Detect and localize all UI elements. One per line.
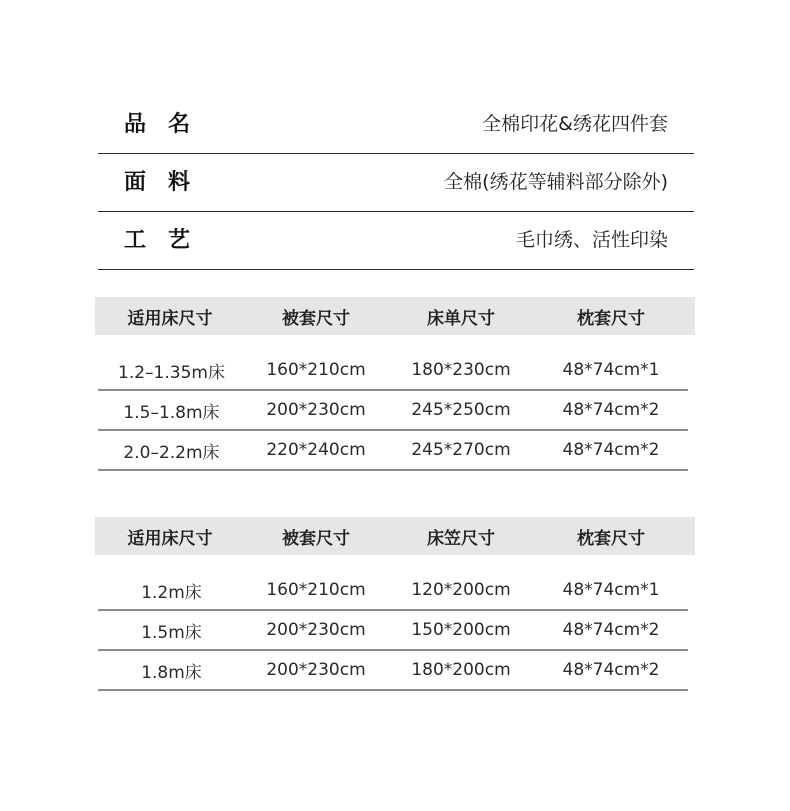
cell-sheet-size: 245*250cm bbox=[411, 400, 511, 420]
header-sheet-size: 床单尺寸 bbox=[427, 308, 495, 329]
header-pillowcase-size: 枕套尺寸 bbox=[577, 308, 645, 329]
cell-bed-size: 2.0–2.2m床 bbox=[123, 442, 220, 463]
table-header-row bbox=[95, 297, 695, 335]
cell-bed-size: 1.5m床 bbox=[141, 622, 202, 643]
info-label-name: 品名 bbox=[124, 112, 213, 137]
cell-bed-size: 1.5–1.8m床 bbox=[123, 402, 220, 423]
header-pillowcase-size: 枕套尺寸 bbox=[577, 528, 645, 549]
cell-pillowcase-size: 48*74cm*2 bbox=[562, 620, 660, 640]
cell-duvet-size: 160*210cm bbox=[266, 360, 366, 380]
cell-bed-size: 1.2m床 bbox=[141, 582, 202, 603]
header-fitted-sheet-size: 床笠尺寸 bbox=[427, 528, 495, 549]
cell-duvet-size: 200*230cm bbox=[266, 660, 366, 680]
header-duvet-size: 被套尺寸 bbox=[282, 528, 350, 549]
table-row bbox=[98, 651, 688, 691]
cell-bed-size: 1.8m床 bbox=[141, 662, 202, 683]
table-row bbox=[98, 431, 688, 471]
info-value-name: 全棉印花&绣花四件套 bbox=[482, 113, 668, 135]
info-value-fabric: 全棉(绣花等辅料部分除外) bbox=[444, 171, 668, 193]
size-table-fitted bbox=[95, 517, 695, 691]
cell-pillowcase-size: 48*74cm*2 bbox=[562, 440, 660, 460]
cell-pillowcase-size: 48*74cm*1 bbox=[562, 360, 660, 380]
table-header-row bbox=[95, 517, 695, 555]
cell-duvet-size: 160*210cm bbox=[266, 580, 366, 600]
info-label-fabric: 面料 bbox=[124, 170, 213, 195]
info-row-craft bbox=[98, 212, 694, 270]
cell-sheet-size: 245*270cm bbox=[411, 440, 511, 460]
table-row bbox=[98, 611, 688, 651]
size-table-sheet bbox=[95, 297, 695, 471]
cell-fitted-sheet-size: 150*200cm bbox=[411, 620, 511, 640]
cell-fitted-sheet-size: 180*200cm bbox=[411, 660, 511, 680]
info-value-craft: 毛巾绣、活性印染 bbox=[515, 229, 668, 251]
info-label-craft: 工艺 bbox=[124, 228, 213, 253]
header-bed-size: 适用床尺寸 bbox=[127, 528, 213, 549]
cell-pillowcase-size: 48*74cm*2 bbox=[562, 400, 660, 420]
info-row-fabric bbox=[98, 154, 694, 212]
cell-pillowcase-size: 48*74cm*2 bbox=[562, 660, 660, 680]
cell-bed-size: 1.2–1.35m床 bbox=[118, 362, 225, 383]
table-row bbox=[98, 571, 688, 611]
cell-duvet-size: 200*230cm bbox=[266, 620, 366, 640]
cell-fitted-sheet-size: 120*200cm bbox=[411, 580, 511, 600]
cell-pillowcase-size: 48*74cm*1 bbox=[562, 580, 660, 600]
info-row-name bbox=[98, 96, 694, 154]
product-info bbox=[98, 96, 694, 270]
cell-duvet-size: 200*230cm bbox=[266, 400, 366, 420]
cell-sheet-size: 180*230cm bbox=[411, 360, 511, 380]
header-duvet-size: 被套尺寸 bbox=[282, 308, 350, 329]
table-row bbox=[98, 351, 688, 391]
header-bed-size: 适用床尺寸 bbox=[127, 308, 213, 329]
table-row bbox=[98, 391, 688, 431]
cell-duvet-size: 220*240cm bbox=[266, 440, 366, 460]
